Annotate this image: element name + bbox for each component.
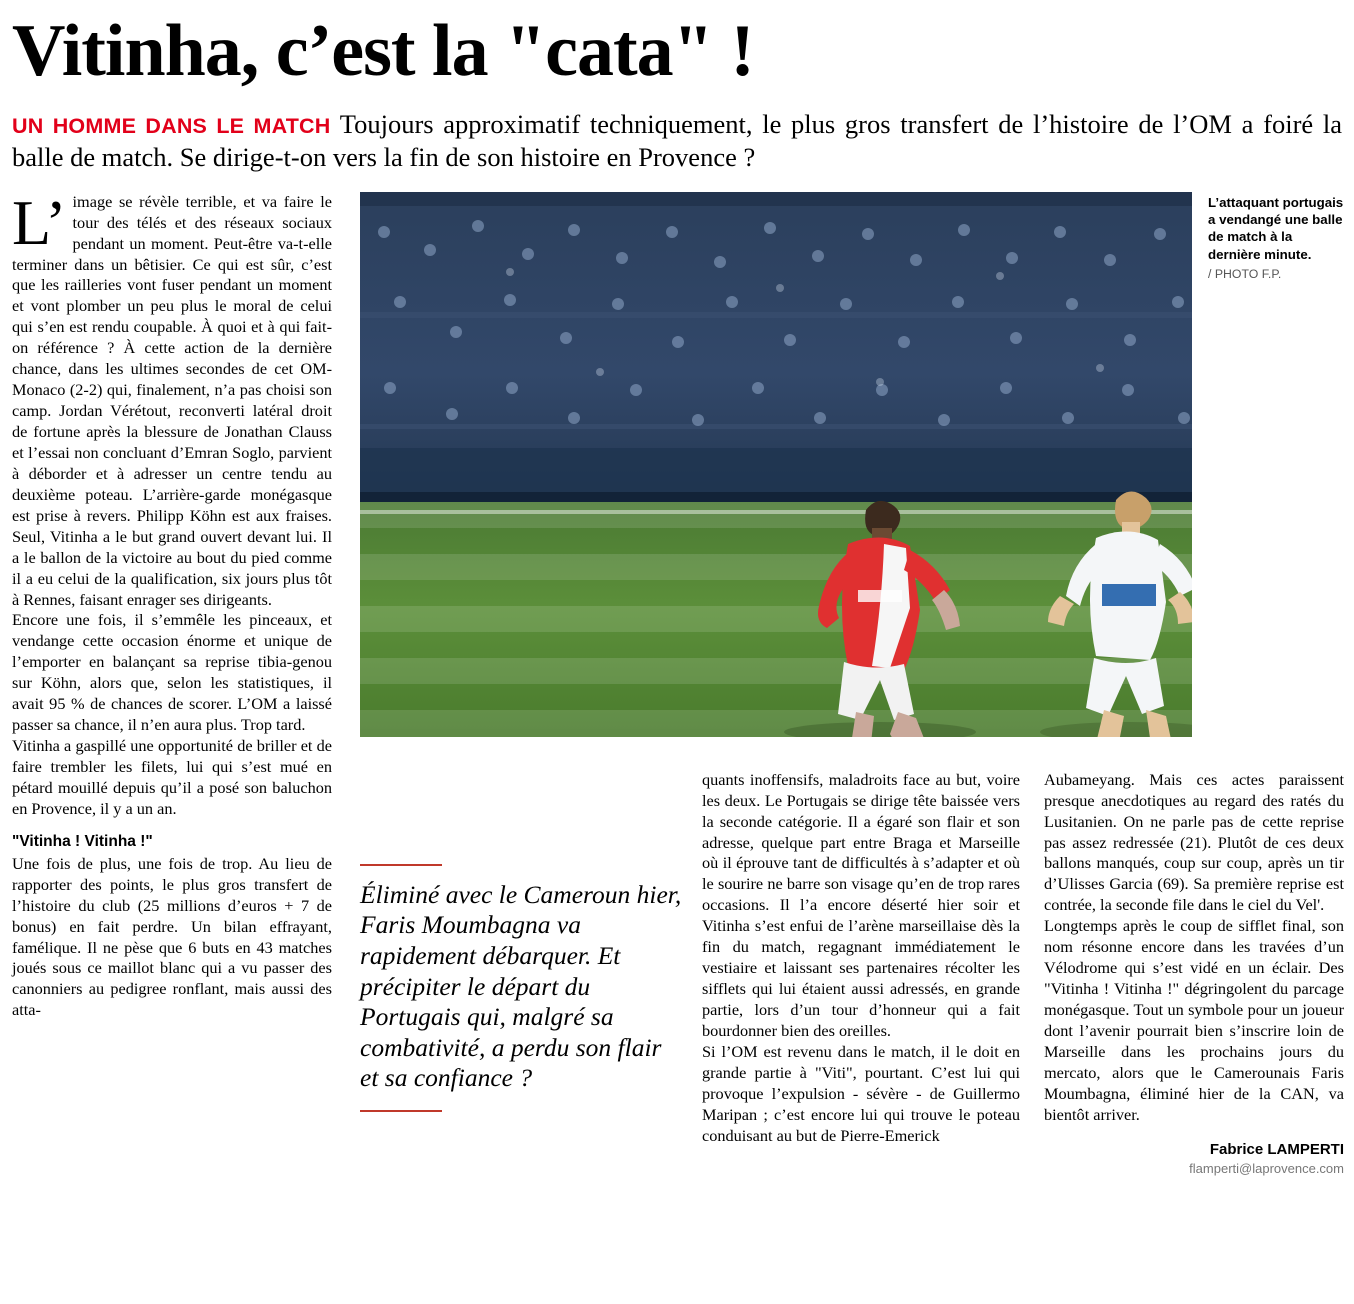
pull-quote-rule-bottom (360, 1110, 442, 1112)
newspaper-page (0, 10, 1354, 1304)
article-photo (360, 192, 1192, 737)
photo-credit: / PHOTO F.P. (1208, 266, 1282, 281)
match-photo-illustration (360, 192, 1192, 737)
paragraph: quants inoffensifs, maladroits face au but, voire les deux. Le Portugais se dirige tête baissée vers la seconde catégorie. Il a égaré son flair et son adresse, quelque part entre Braga et Marseille où il éprouve tant de difficultés à s’adapter et où le sourire ne barre son visage qu’en de trop rares occasions. Il l’a encore déserté hier soir et Vitinha s’est enfui de l’arène marseillaise dès la fin du match, regagnant immédiatement le vestiaire et laissant ses partenaires récolter les sifflets qui lui étaient aussi adressés, en grande partie, lors d’un tour d’honneur qui a fait bourdonner bien des oreilles. (702, 769, 1020, 1040)
photo-frame (360, 192, 1192, 737)
pull-quote-text: Éliminé avec le Cameroun hier, Faris Moumbagna va rapidement débarquer. Et précipiter le départ du Portugais qui, malgré sa combativité, a perdu son flair et sa confiance ? (360, 879, 682, 1093)
paragraph: Si l’OM est revenu dans le match, il le doit en grande partie à "Viti", pourtant. C’est lui qui provoque l’expulsion - sévère - de Guillermo Maripan ; c’est encore lui qui trouve le poteau conduisant au but de Pierre-Emerick (702, 1041, 1020, 1145)
paragraph: Longtemps après le coup de sifflet final, son nom résonne encore dans les travées d’un Vélodrome qui s’est vidé en un éclair. Des "Vitinha ! Vitinha !" dégringolent du parcage monégasque. Tout un symbole pour un joueur dont l’avenir pourrait bien s’inscrire loin de Marseille dans les prochains jours du mercato, alors que le Camerounais Faris Moumbagna, éliminé hier de la CAN, va bientôt arriver. (1044, 916, 1344, 1124)
photo-caption (1208, 194, 1348, 283)
pull-quote-rule-top (360, 864, 442, 866)
caption-text: L’attaquant portugais a vendangé une balle de match à la dernière minute. (1208, 194, 1344, 262)
byline-email[interactable]: flamperti@laprovence.com (1189, 1160, 1344, 1176)
byline: Fabrice LAMPERTI (1209, 1140, 1344, 1158)
page-title: Vitinha, c’est la "cata" ! (12, 10, 754, 92)
standfirst-text: Toujours approximatif techniquement, le plus gros transfert de l’histoire de l’OM a foiré la balle de match. Se dirige-t-on vers la fin de son histoire en Provence ? (12, 109, 1342, 172)
paragraph: Aubameyang. Mais ces actes paraissent presque anecdotiques au regard des ratés du Lusitanien. On ne parle pas de cette reprise pas assez redressée (21). Plutôt de ces deux ballons manqués, coup sur coup, après un tir d’Ulisses Garcia (69). Sa première reprise est contrée, la seconde file dans le ciel du Vel'. (1044, 769, 1344, 915)
pull-quote (360, 864, 682, 1112)
paragraph: Vitinha a gaspillé une opportunité de briller et de faire trembler les filets, lui qui s’est mué en pétard mouillé depuis qu’il a posé son baluchon en Provence, il y a un an. (12, 736, 332, 818)
standfirst (12, 108, 1342, 174)
column-left (12, 186, 332, 1022)
column-right (1044, 770, 1344, 1178)
column-middle (702, 770, 1020, 1147)
kicker-label: UN HOMME DANS LE MATCH (12, 114, 331, 138)
paragraph: Encore une fois, il s’emmêle les pinceaux, et vendange cette occasion énorme et unique de l’emporter en balançant sa reprise tibia-genou sur Köhn, alors que, selon les statistiques, il avait 95 % de chances de scorer. L’OM a laissé passer sa chance, il n’en aura plus. Trop tard. (12, 610, 332, 735)
paragraph: L’image se révèle terrible, et va faire le tour des télés et des réseaux sociaux pendant un moment. Peut-être va-t-elle terminer dans un bêtisier. Ce qui est sûr, c’est que les railleries vont fuser pendant un moment et vont plomber un peu plus le moral de celui qui s’en est rendu coupable. À quoi et à qui fait-on référence ? À cette action de la dernière chance, dans les ultimes secondes de cet OM-Monaco (2-2) qui, finalement, n’a pas choisi son camp. Jordan Vérétout, reconverti latéral droit de fortune après la blessure de Jonathan Clauss et l’essai non concluant d’Emran Soglo, parvient à déborder et à adresser un centre tendu au deuxième poteau. L’arrière-garde monégasque est prise à revers. Philipp Köhn est aux fraises. Seul, Vitinha a le but grand ouvert devant lui. Il a le ballon de la victoire au bout du pied comme il a eu celui de la qualification, six jours plus tôt à Rennes, faisant enrager ses dirigeants. (12, 186, 332, 609)
section-subhead: "Vitinha ! Vitinha !" (12, 832, 153, 850)
paragraph: Une fois de plus, une fois de trop. Au lieu de rapporter des points, le plus gros transfert de l’histoire du club (25 millions d’euros + 7 de bonus) en fait perdre. Un bilan effrayant, famélique. Il ne pèse que 6 buts en 43 matches joués sous ce maillot blanc qui a vu passer des canonniers au pedigree ronflant, mais aussi des atta- (12, 853, 332, 1020)
